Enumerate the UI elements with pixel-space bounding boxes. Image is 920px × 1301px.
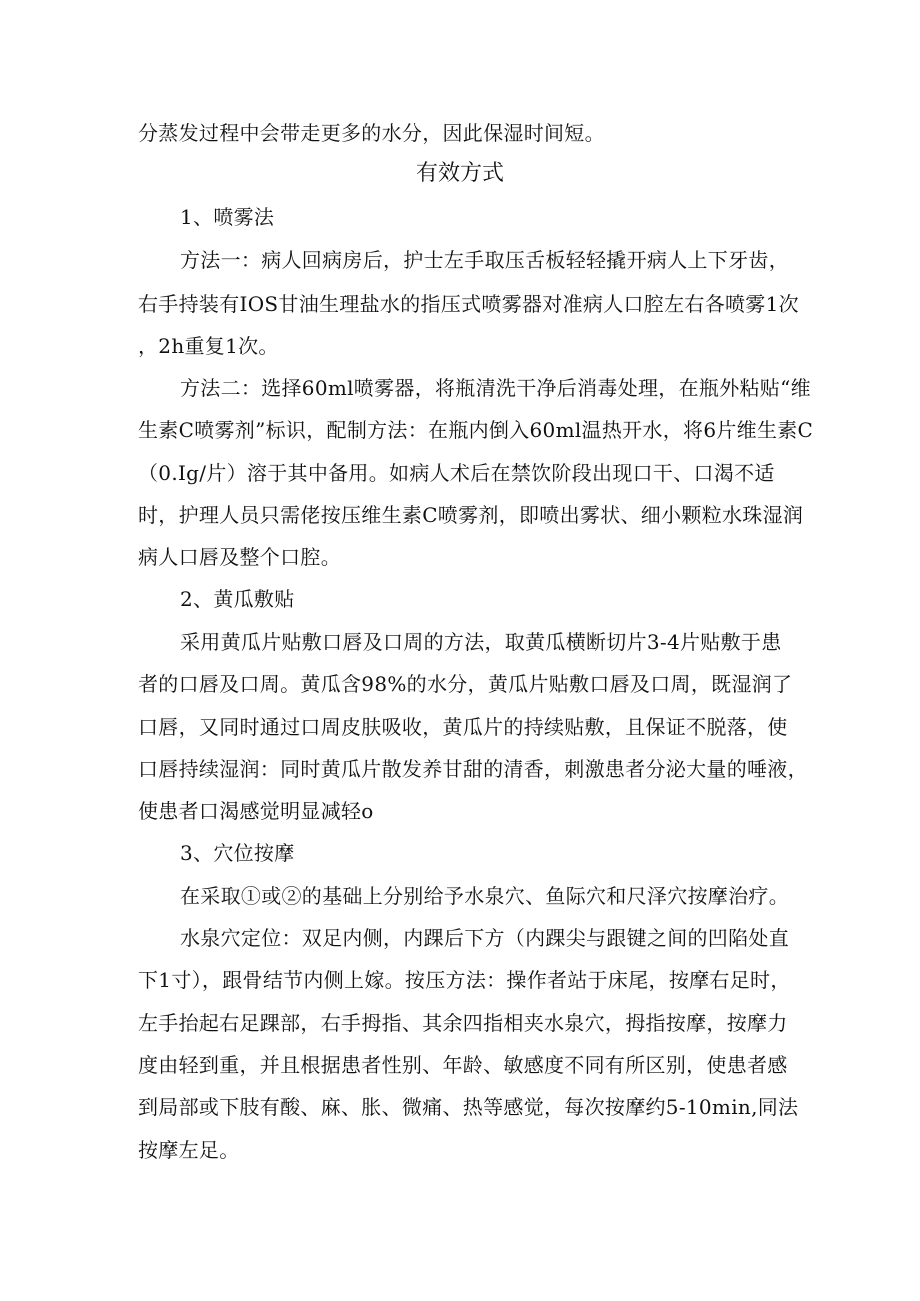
method2-line-1: 方法二：选择60ml喷雾器，将瓶清洗干净后消毒处理，在瓶外粘贴“维: [180, 376, 811, 400]
section3-title: 3、穴位按摩: [180, 841, 295, 865]
section1-title: 1、喷雾法: [180, 205, 275, 229]
intro-tail-line: 分蒸发过程中会带走更多的水分，因此保湿时间短。: [138, 121, 605, 145]
section-heading: 有效方式: [415, 161, 504, 186]
method2-line-2: 生素C喷雾剂”标识，配制方法：在瓶内倒入60ml温热开水，将6片维生素C: [138, 418, 814, 442]
section2-line-2: 者的口唇及口周。黄瓜含98%的水分，黄瓜片贴敷口唇及口周，既湿润了: [138, 672, 793, 696]
section2-line-3: 口唇，又同时通过口周皮肤吸收，黄瓜片的持续贴敷，且保证不脱落，使: [138, 715, 788, 739]
method1-line-1: 方法一：病人回病房后，护士左手取压舌板轻轻撬开病人上下牙齿，: [180, 248, 789, 272]
section3-line-3: 左手抬起右足踝部，右手拇指、其余四指相夹水泉穴，拇指按摩，按摩力: [138, 1011, 788, 1035]
section3-line-1: 水泉穴定位：双足内侧，内踝后下方（内踝尖与跟键之间的凹陷处直: [180, 926, 789, 950]
method1-line-3: ，2h重复1次。: [138, 334, 279, 358]
method1-line-2: 右手持装有IOS甘油生理盐水的指压式喷雾器对准病人口腔左右各喷雾1次: [138, 292, 799, 316]
section3-line-5: 到局部或下肢有酸、麻、胀、微痛、热等感觉，每次按摩约5-10min,同法: [138, 1095, 799, 1119]
section3-line-4: 度由轻到重，并且根据患者性别、年龄、敏感度不同有所区别，使患者感: [138, 1053, 788, 1077]
method2-line-4: 时，护理人员只需佬按压维生素C喷雾剂，即喷出雾状、细小颗粒水珠湿润: [138, 503, 804, 527]
section2-line-4: 口唇持续湿润：同时黄瓜片散发养甘甜的清香，刺激患者分泌大量的唾液，: [138, 757, 808, 781]
section2-line-1: 采用黄瓜片贴敷口唇及口周的方法，取黄瓜横断切片3-4片贴敷于患: [180, 630, 782, 654]
section3-intro: 在采取①或②的基础上分别给予水泉穴、鱼际穴和尺泽穴按摩治疗。: [180, 884, 789, 908]
section2-line-5: 使患者口渴感觉明显减轻o: [138, 799, 374, 823]
section2-title: 2、黄瓜敷贴: [180, 587, 295, 611]
section3-line-2: 下1寸），跟骨结节内侧上嫁。按压方法：操作者站于床尾，按摩右足时，: [138, 968, 791, 992]
method2-line-5: 病人口唇及整个口腔。: [138, 545, 341, 569]
method2-line-3: （0.Ig/片）溶于其中备用。如病人术后在禁饮阶段出现口干、口渴不适: [138, 461, 775, 485]
section3-line-6: 按摩左足。: [138, 1138, 240, 1162]
